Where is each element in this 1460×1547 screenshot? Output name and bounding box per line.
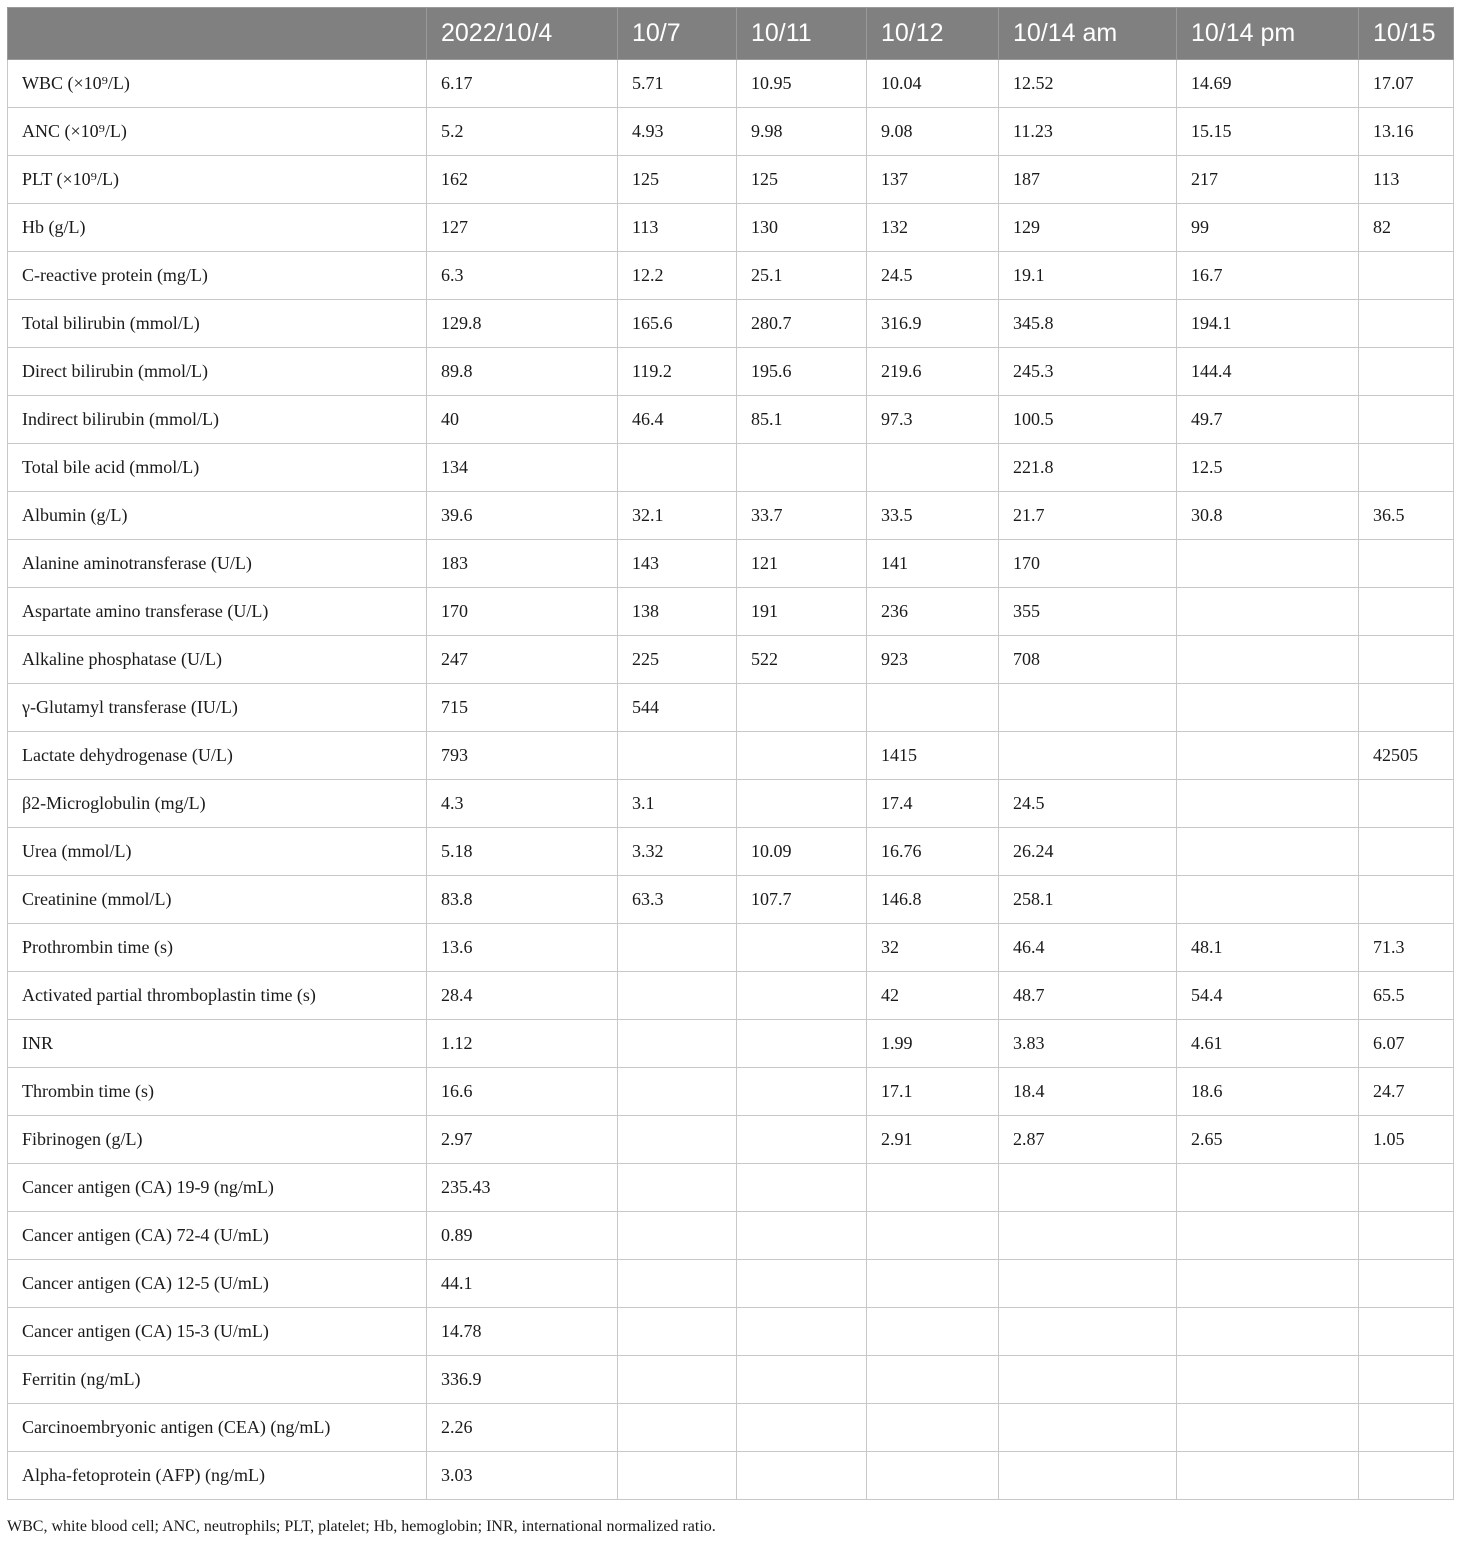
value-cell: 4.3 (427, 780, 618, 828)
value-cell: 71.3 (1359, 924, 1454, 972)
table-row (8, 1212, 1454, 1260)
value-cell (1177, 1260, 1359, 1308)
value-cell: 0.89 (427, 1212, 618, 1260)
value-cell (1359, 444, 1454, 492)
value-cell: 522 (737, 636, 867, 684)
table-row (8, 1404, 1454, 1452)
value-cell (737, 1356, 867, 1404)
row-label: Direct bilirubin (mmol/L) (8, 348, 427, 396)
row-label: Urea (mmol/L) (8, 828, 427, 876)
value-cell (867, 1308, 999, 1356)
header-cell-date: 10/15 (1359, 8, 1454, 60)
value-cell: 191 (737, 588, 867, 636)
table-row (8, 924, 1454, 972)
value-cell: 170 (427, 588, 618, 636)
value-cell: 21.7 (999, 492, 1177, 540)
value-cell: 195.6 (737, 348, 867, 396)
table-row (8, 780, 1454, 828)
value-cell: 49.7 (1177, 396, 1359, 444)
value-cell: 138 (618, 588, 737, 636)
value-cell (618, 1260, 737, 1308)
row-label: INR (8, 1020, 427, 1068)
value-cell: 17.1 (867, 1068, 999, 1116)
value-cell: 4.93 (618, 108, 737, 156)
value-cell (1359, 1404, 1454, 1452)
value-cell: 100.5 (999, 396, 1177, 444)
value-cell: 143 (618, 540, 737, 588)
value-cell: 83.8 (427, 876, 618, 924)
table-row (8, 1020, 1454, 1068)
value-cell: 217 (1177, 156, 1359, 204)
row-label: ANC (×10⁹/L) (8, 108, 427, 156)
row-label: Fibrinogen (g/L) (8, 1116, 427, 1164)
value-cell (999, 1212, 1177, 1260)
table-row (8, 348, 1454, 396)
value-cell: 9.08 (867, 108, 999, 156)
value-cell (618, 924, 737, 972)
value-cell (618, 1068, 737, 1116)
table-row (8, 636, 1454, 684)
value-cell: 10.95 (737, 60, 867, 108)
row-label: Cancer antigen (CA) 72-4 (U/mL) (8, 1212, 427, 1260)
value-cell: 14.69 (1177, 60, 1359, 108)
value-cell: 1.99 (867, 1020, 999, 1068)
header-cell-date: 10/7 (618, 8, 737, 60)
value-cell (867, 444, 999, 492)
value-cell (1359, 1164, 1454, 1212)
value-cell: 48.1 (1177, 924, 1359, 972)
value-cell: 113 (1359, 156, 1454, 204)
value-cell: 183 (427, 540, 618, 588)
value-cell (1177, 684, 1359, 732)
value-cell: 10.04 (867, 60, 999, 108)
value-cell: 16.76 (867, 828, 999, 876)
table-footnote: WBC, white blood cell; ANC, neutrophils; PLT, platelet; Hb, hemoglobin; INR, international normalized ratio. (7, 1518, 716, 1535)
table-row (8, 1260, 1454, 1308)
value-cell: 5.71 (618, 60, 737, 108)
value-cell: 345.8 (999, 300, 1177, 348)
value-cell: 1.05 (1359, 1116, 1454, 1164)
value-cell (618, 1020, 737, 1068)
row-label: Alkaline phosphatase (U/L) (8, 636, 427, 684)
value-cell (1359, 1356, 1454, 1404)
value-cell (867, 1212, 999, 1260)
value-cell (618, 1356, 737, 1404)
value-cell (618, 732, 737, 780)
value-cell (1177, 732, 1359, 780)
value-cell: 1415 (867, 732, 999, 780)
value-cell: 16.6 (427, 1068, 618, 1116)
value-cell (737, 684, 867, 732)
row-label: Alanine aminotransferase (U/L) (8, 540, 427, 588)
value-cell (1177, 828, 1359, 876)
value-cell (737, 972, 867, 1020)
value-cell: 121 (737, 540, 867, 588)
value-cell: 46.4 (618, 396, 737, 444)
value-cell: 125 (737, 156, 867, 204)
value-cell: 129 (999, 204, 1177, 252)
value-cell: 107.7 (737, 876, 867, 924)
value-cell (1359, 780, 1454, 828)
value-cell (618, 1212, 737, 1260)
value-cell: 5.2 (427, 108, 618, 156)
value-cell: 97.3 (867, 396, 999, 444)
value-cell: 2.65 (1177, 1116, 1359, 1164)
lab-results-table (7, 7, 1454, 1500)
value-cell (1359, 1260, 1454, 1308)
value-cell: 44.1 (427, 1260, 618, 1308)
value-cell: 6.3 (427, 252, 618, 300)
value-cell (867, 1404, 999, 1452)
row-label: Ferritin (ng/mL) (8, 1356, 427, 1404)
value-cell (1177, 876, 1359, 924)
row-label: Creatinine (mmol/L) (8, 876, 427, 924)
header-cell-date: 10/12 (867, 8, 999, 60)
table-row (8, 1452, 1454, 1500)
value-cell: 19.1 (999, 252, 1177, 300)
row-label: Hb (g/L) (8, 204, 427, 252)
value-cell (737, 1452, 867, 1500)
header-cell-date: 10/11 (737, 8, 867, 60)
value-cell: 99 (1177, 204, 1359, 252)
value-cell (737, 1404, 867, 1452)
table-body (8, 60, 1454, 1500)
value-cell (737, 780, 867, 828)
value-cell (618, 1308, 737, 1356)
table-row (8, 396, 1454, 444)
value-cell: 3.83 (999, 1020, 1177, 1068)
value-cell: 24.5 (867, 252, 999, 300)
value-cell: 2.26 (427, 1404, 618, 1452)
value-cell (618, 1164, 737, 1212)
value-cell: 13.6 (427, 924, 618, 972)
header-cell-label (8, 8, 427, 60)
value-cell (1359, 828, 1454, 876)
header-cell-date: 10/14 pm (1177, 8, 1359, 60)
value-cell: 6.07 (1359, 1020, 1454, 1068)
value-cell (737, 924, 867, 972)
row-label: Albumin (g/L) (8, 492, 427, 540)
value-cell: 15.15 (1177, 108, 1359, 156)
table-row (8, 1356, 1454, 1404)
value-cell: 165.6 (618, 300, 737, 348)
row-label: Lactate dehydrogenase (U/L) (8, 732, 427, 780)
header-cell-date: 2022/10/4 (427, 8, 618, 60)
value-cell: 4.61 (1177, 1020, 1359, 1068)
row-label: Cancer antigen (CA) 19-9 (ng/mL) (8, 1164, 427, 1212)
value-cell: 54.4 (1177, 972, 1359, 1020)
value-cell: 26.24 (999, 828, 1177, 876)
value-cell (999, 684, 1177, 732)
value-cell: 2.97 (427, 1116, 618, 1164)
value-cell: 39.6 (427, 492, 618, 540)
value-cell: 113 (618, 204, 737, 252)
value-cell: 2.91 (867, 1116, 999, 1164)
value-cell: 235.43 (427, 1164, 618, 1212)
table-row (8, 540, 1454, 588)
value-cell: 162 (427, 156, 618, 204)
value-cell: 6.17 (427, 60, 618, 108)
value-cell: 63.3 (618, 876, 737, 924)
value-cell (999, 1308, 1177, 1356)
table-row (8, 1164, 1454, 1212)
value-cell: 32.1 (618, 492, 737, 540)
row-label: Alpha-fetoprotein (AFP) (ng/mL) (8, 1452, 427, 1500)
table-row (8, 108, 1454, 156)
value-cell: 1.12 (427, 1020, 618, 1068)
value-cell (1177, 1164, 1359, 1212)
value-cell: 12.52 (999, 60, 1177, 108)
table-row (8, 1308, 1454, 1356)
value-cell: 923 (867, 636, 999, 684)
value-cell: 42505 (1359, 732, 1454, 780)
table-row (8, 60, 1454, 108)
value-cell (1359, 396, 1454, 444)
table-row (8, 156, 1454, 204)
value-cell: 245.3 (999, 348, 1177, 396)
value-cell (737, 1164, 867, 1212)
value-cell: 36.5 (1359, 492, 1454, 540)
value-cell (618, 1116, 737, 1164)
row-label: Total bile acid (mmol/L) (8, 444, 427, 492)
table-row (8, 828, 1454, 876)
table-row (8, 684, 1454, 732)
value-cell (999, 1404, 1177, 1452)
value-cell (1177, 780, 1359, 828)
value-cell: 33.7 (737, 492, 867, 540)
table-row (8, 1116, 1454, 1164)
value-cell: 32 (867, 924, 999, 972)
value-cell: 13.16 (1359, 108, 1454, 156)
value-cell: 17.4 (867, 780, 999, 828)
table-row (8, 732, 1454, 780)
value-cell: 141 (867, 540, 999, 588)
value-cell (1359, 876, 1454, 924)
value-cell: 129.8 (427, 300, 618, 348)
row-label: Total bilirubin (mmol/L) (8, 300, 427, 348)
value-cell: 3.32 (618, 828, 737, 876)
value-cell (999, 1164, 1177, 1212)
row-label: WBC (×10⁹/L) (8, 60, 427, 108)
value-cell: 18.4 (999, 1068, 1177, 1116)
value-cell: 2.87 (999, 1116, 1177, 1164)
value-cell (618, 1452, 737, 1500)
value-cell (999, 1356, 1177, 1404)
value-cell (1359, 684, 1454, 732)
value-cell: 89.8 (427, 348, 618, 396)
value-cell: 708 (999, 636, 1177, 684)
value-cell (1359, 540, 1454, 588)
value-cell (618, 972, 737, 1020)
value-cell: 16.7 (1177, 252, 1359, 300)
row-label: Indirect bilirubin (mmol/L) (8, 396, 427, 444)
value-cell: 48.7 (999, 972, 1177, 1020)
value-cell (1177, 1308, 1359, 1356)
value-cell: 715 (427, 684, 618, 732)
value-cell (737, 1212, 867, 1260)
value-cell: 127 (427, 204, 618, 252)
value-cell: 30.8 (1177, 492, 1359, 540)
value-cell: 258.1 (999, 876, 1177, 924)
row-label: Activated partial thromboplastin time (s) (8, 972, 427, 1020)
row-label: β2-Microglobulin (mg/L) (8, 780, 427, 828)
value-cell (1359, 348, 1454, 396)
table-row (8, 252, 1454, 300)
value-cell: 316.9 (867, 300, 999, 348)
value-cell: 3.1 (618, 780, 737, 828)
value-cell: 130 (737, 204, 867, 252)
value-cell: 137 (867, 156, 999, 204)
value-cell: 46.4 (999, 924, 1177, 972)
row-label: γ-Glutamyl transferase (IU/L) (8, 684, 427, 732)
value-cell (737, 1260, 867, 1308)
value-cell: 10.09 (737, 828, 867, 876)
row-label: Prothrombin time (s) (8, 924, 427, 972)
value-cell (867, 1164, 999, 1212)
value-cell: 544 (618, 684, 737, 732)
value-cell: 25.1 (737, 252, 867, 300)
header-row (8, 8, 1454, 60)
value-cell (1359, 1452, 1454, 1500)
value-cell: 236 (867, 588, 999, 636)
value-cell (737, 1068, 867, 1116)
value-cell: 33.5 (867, 492, 999, 540)
value-cell (999, 1452, 1177, 1500)
value-cell: 170 (999, 540, 1177, 588)
row-label: Carcinoembryonic antigen (CEA) (ng/mL) (8, 1404, 427, 1452)
value-cell (867, 1452, 999, 1500)
value-cell: 42 (867, 972, 999, 1020)
value-cell (1177, 1356, 1359, 1404)
value-cell (867, 1356, 999, 1404)
value-cell: 17.07 (1359, 60, 1454, 108)
value-cell: 146.8 (867, 876, 999, 924)
value-cell: 247 (427, 636, 618, 684)
table-row (8, 492, 1454, 540)
value-cell: 132 (867, 204, 999, 252)
value-cell: 24.5 (999, 780, 1177, 828)
value-cell: 219.6 (867, 348, 999, 396)
value-cell (867, 684, 999, 732)
value-cell: 18.6 (1177, 1068, 1359, 1116)
value-cell (867, 1260, 999, 1308)
value-cell (1359, 300, 1454, 348)
header-cell-date: 10/14 am (999, 8, 1177, 60)
value-cell (737, 444, 867, 492)
value-cell: 28.4 (427, 972, 618, 1020)
row-label: Cancer antigen (CA) 12-5 (U/mL) (8, 1260, 427, 1308)
value-cell: 119.2 (618, 348, 737, 396)
value-cell: 82 (1359, 204, 1454, 252)
value-cell: 134 (427, 444, 618, 492)
value-cell: 221.8 (999, 444, 1177, 492)
value-cell (1177, 540, 1359, 588)
value-cell: 3.03 (427, 1452, 618, 1500)
value-cell: 40 (427, 396, 618, 444)
value-cell: 12.2 (618, 252, 737, 300)
value-cell (1177, 1212, 1359, 1260)
value-cell: 65.5 (1359, 972, 1454, 1020)
value-cell: 187 (999, 156, 1177, 204)
value-cell: 125 (618, 156, 737, 204)
row-label: PLT (×10⁹/L) (8, 156, 427, 204)
value-cell: 793 (427, 732, 618, 780)
value-cell (1359, 252, 1454, 300)
value-cell (1177, 1452, 1359, 1500)
value-cell: 24.7 (1359, 1068, 1454, 1116)
table-row (8, 876, 1454, 924)
value-cell (999, 1260, 1177, 1308)
value-cell (1177, 588, 1359, 636)
table-row (8, 588, 1454, 636)
row-label: Aspartate amino transferase (U/L) (8, 588, 427, 636)
value-cell: 355 (999, 588, 1177, 636)
value-cell (999, 732, 1177, 780)
value-cell: 144.4 (1177, 348, 1359, 396)
value-cell (737, 1020, 867, 1068)
table-row (8, 204, 1454, 252)
value-cell: 9.98 (737, 108, 867, 156)
table-row (8, 444, 1454, 492)
value-cell (618, 444, 737, 492)
row-label: Cancer antigen (CA) 15-3 (U/mL) (8, 1308, 427, 1356)
value-cell: 5.18 (427, 828, 618, 876)
value-cell (1359, 636, 1454, 684)
value-cell (1359, 588, 1454, 636)
value-cell: 12.5 (1177, 444, 1359, 492)
table-row (8, 972, 1454, 1020)
value-cell: 336.9 (427, 1356, 618, 1404)
value-cell: 225 (618, 636, 737, 684)
value-cell (1177, 636, 1359, 684)
table-row (8, 300, 1454, 348)
value-cell (618, 1404, 737, 1452)
value-cell: 85.1 (737, 396, 867, 444)
value-cell: 11.23 (999, 108, 1177, 156)
value-cell (1359, 1308, 1454, 1356)
row-label: Thrombin time (s) (8, 1068, 427, 1116)
value-cell (737, 1308, 867, 1356)
value-cell: 194.1 (1177, 300, 1359, 348)
value-cell (737, 1116, 867, 1164)
value-cell (1359, 1212, 1454, 1260)
value-cell: 280.7 (737, 300, 867, 348)
value-cell: 14.78 (427, 1308, 618, 1356)
lab-results-table-container (7, 7, 1453, 1500)
table-row (8, 1068, 1454, 1116)
value-cell (737, 732, 867, 780)
value-cell (1177, 1404, 1359, 1452)
row-label: C-reactive protein (mg/L) (8, 252, 427, 300)
